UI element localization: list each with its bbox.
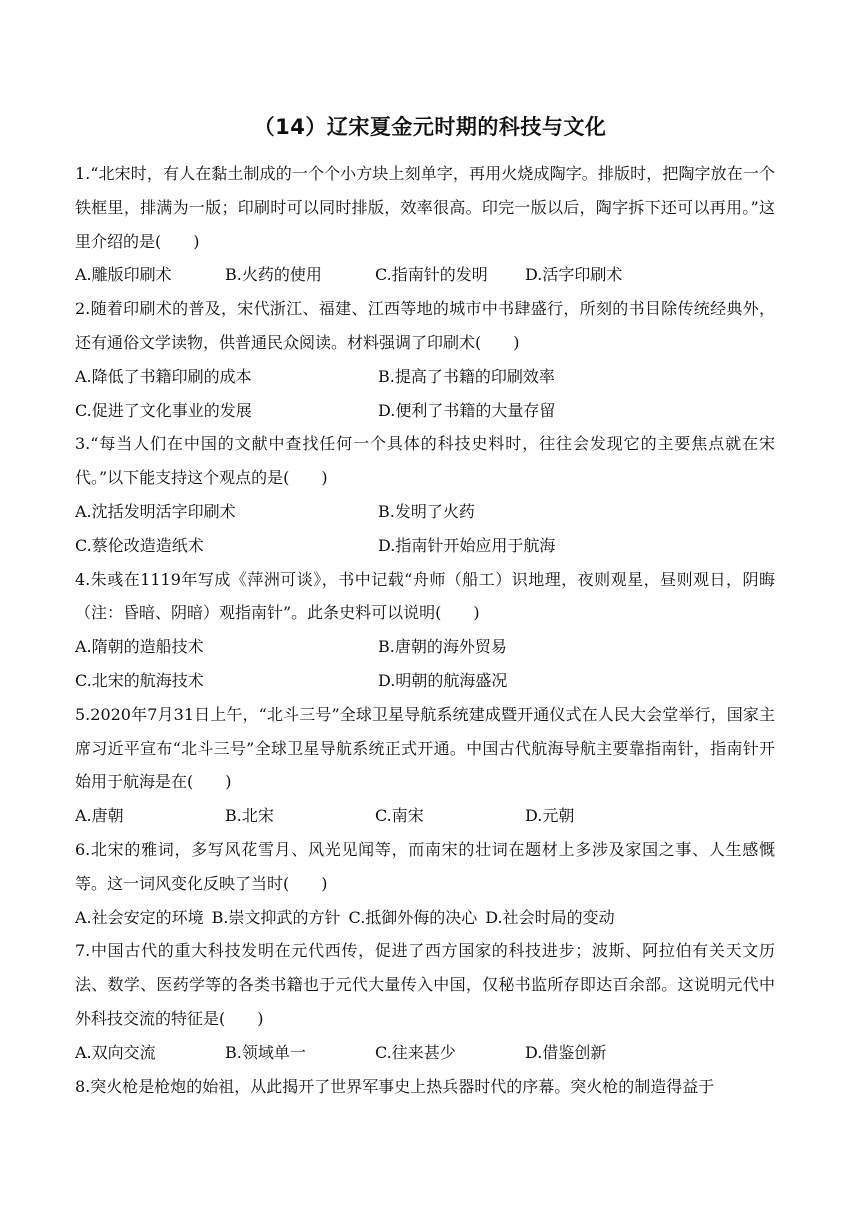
question-8 [75, 1070, 775, 1104]
option-c: C.南宋 [375, 806, 424, 826]
option-c: C.促进了文化事业的发展 [75, 400, 252, 420]
question-2 [75, 292, 775, 427]
option-a: A.降低了书籍印刷的成本 [75, 366, 252, 386]
option-d: D.社会时局的变动 [485, 907, 615, 927]
question-stem: 6.北宋的雅词，多写风花雪月、风光见闻等，而南宋的壮词在题材上多涉及家国之事、人生感慨等。这一词风变化反映了当时( ) [75, 839, 775, 893]
option-b: B.领域单一 [225, 1042, 306, 1062]
question-stem: 8.突火枪是枪炮的始祖，从此揭开了世界军事史上热兵器时代的序幕。突火枪的制造得益于 [75, 1076, 715, 1096]
option-d: D.借鉴创新 [525, 1042, 607, 1062]
option-b: B.崇文抑武的方针 [211, 907, 341, 927]
question-list [75, 157, 775, 1103]
page-title: （14）辽宋夏金元时期的科技与文化 [253, 115, 607, 139]
options-grid [75, 495, 775, 563]
option-d: D.活字印刷术 [525, 265, 623, 285]
question-stem: 2.随着印刷术的普及，宋代浙江、福建、江西等地的城市中书肆盛行，所刻的书目除传统经典外，还有通俗文学读物，供普通民众阅读。材料强调了印刷术( ) [75, 299, 775, 352]
option-c: C.蔡伦改造造纸术 [75, 535, 204, 555]
option-c: C.往来甚少 [375, 1042, 456, 1062]
option-b: B.唐朝的海外贸易 [378, 637, 507, 657]
question-stem: 7.中国古代的重大科技发明在元代西传，促进了西方国家的科技进步；波斯、阿拉伯有关天文历法、数学、医药学等的各类书籍也于元代大量传入中国，仅秘书监所存即达百余部。这说明元代中外科技交流的特征是( ) [75, 941, 775, 1028]
question-5 [75, 698, 775, 833]
option-a: A.隋朝的造船技术 [75, 637, 204, 657]
options-grid [75, 360, 775, 428]
option-a: A.唐朝 [75, 806, 124, 826]
options-row [75, 1036, 775, 1070]
option-a: A.沈括发明活字印刷术 [75, 501, 236, 521]
option-b: B.北宋 [225, 806, 274, 826]
question-3 [75, 427, 775, 562]
options-grid [75, 630, 775, 698]
option-c: C.抵御外侮的决心 [348, 907, 478, 927]
question-4 [75, 563, 775, 698]
option-b: B.提高了书籍的印刷效率 [378, 366, 555, 386]
options-row [75, 901, 775, 935]
options-row [75, 258, 775, 292]
option-b: B.发明了火药 [378, 501, 475, 521]
question-6 [75, 833, 775, 934]
option-d: D.元朝 [525, 806, 575, 826]
option-d: D.指南针开始应用于航海 [378, 535, 556, 555]
option-a: A.社会安定的环境 [75, 907, 204, 927]
option-d: D.便利了书籍的大量存留 [378, 400, 556, 420]
question-stem: 5.2020年7月31日上午，“北斗三号”全球卫星导航系统建成暨开通仪式在人民大会堂举行，国家主席习近平宣布“北斗三号”全球卫星导航系统正式开通。中国古代航海导航主要靠指南针，指南针开始用于航海是在( ) [75, 704, 775, 792]
option-a: A.双向交流 [75, 1042, 156, 1062]
question-stem: 1.“北宋时，有人在黏土制成的一个个小方块上刻单字，再用火烧成陶字。排版时，把陶字放在一个铁框里，排满为一版；印刷时可以同时排版，效率很高。印完一版以后，陶字拆下还可以再用。”这里介绍的是( ) [75, 164, 775, 251]
question-7 [75, 934, 775, 1069]
option-c: C.北宋的航海技术 [75, 670, 204, 690]
option-b: B.火药的使用 [225, 265, 322, 285]
option-a: A.雕版印刷术 [75, 265, 172, 285]
option-c: C.指南针的发明 [375, 265, 488, 285]
question-1 [75, 157, 775, 292]
option-d: D.明朝的航海盛况 [378, 670, 508, 690]
options-row [75, 799, 775, 833]
question-stem: 3.“每当人们在中国的文献中查找任何一个具体的科技史料时，往往会发现它的主要焦点就在宋代。”以下能支持这个观点的是( ) [75, 434, 775, 488]
question-stem: 4.朱彧在1119年写成《萍洲可谈》，书中记载“舟师（船工）识地理，夜则观星，昼则观日，阴晦（注：昏暗、阴暗）观指南针”。此条史料可以说明( ) [75, 569, 775, 623]
